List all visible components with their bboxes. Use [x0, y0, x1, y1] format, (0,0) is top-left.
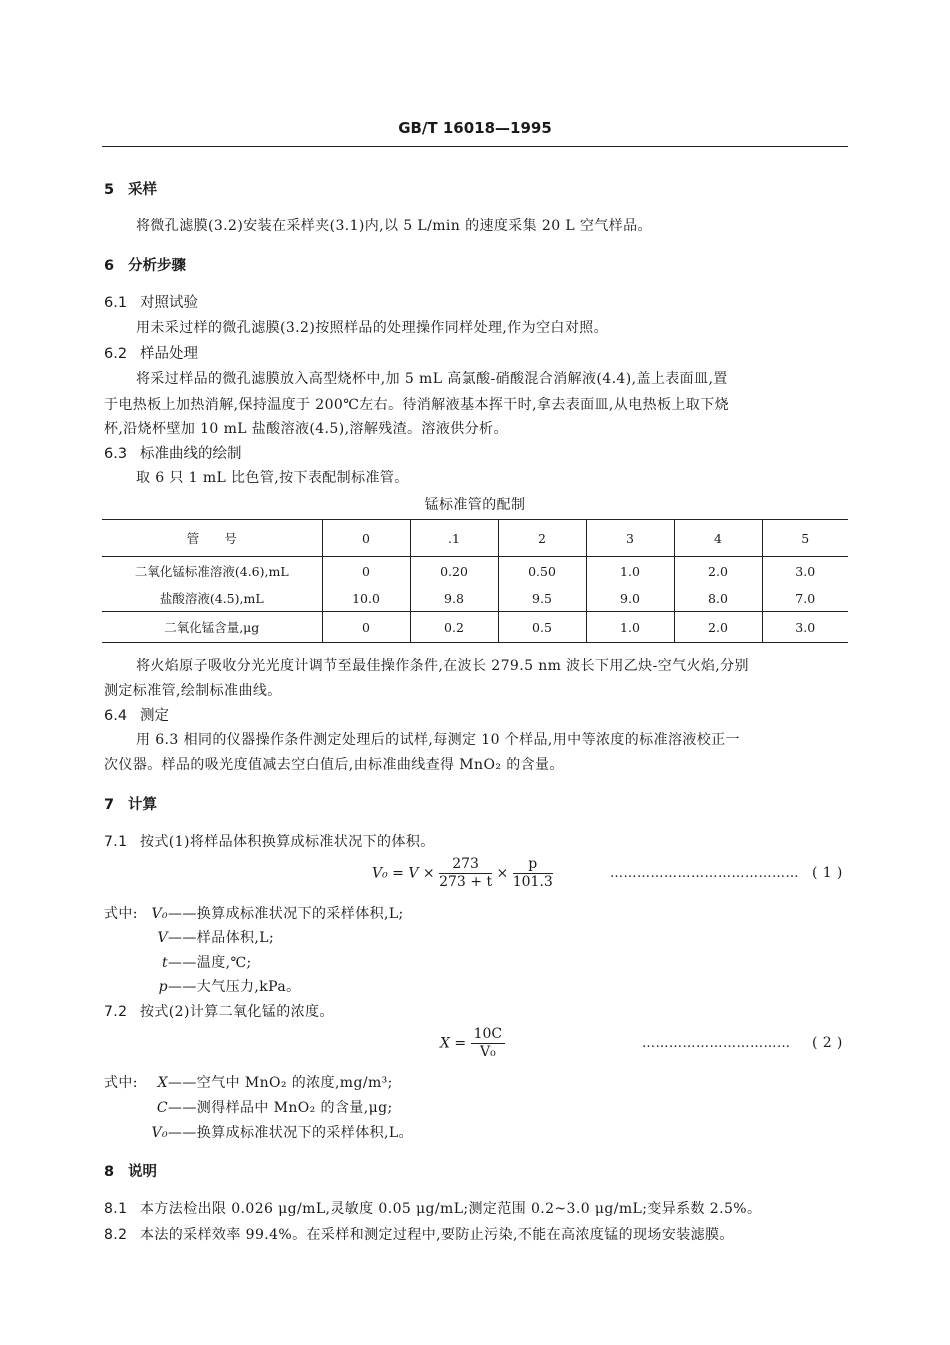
table-row: [102, 612, 848, 643]
subsection-7-2: [104, 1001, 334, 1021]
fraction-denominator: 273 + t: [439, 874, 493, 890]
note-text: 本法的采样效率 99.4%。在采样和测定过程中,要防止污染,不能在高浓度锰的现场安装滤膜。: [140, 1227, 734, 1243]
description: ——样品体积,L;: [168, 930, 275, 946]
symbol: p: [158, 979, 168, 995]
formula-number: ( 2 ): [812, 1035, 843, 1051]
note-text: 本方法检出限 0.026 μg/mL,灵敏度 0.05 μg/mL;测定范围 0.2~3.0 μg/mL;变异系数 2.5%。: [140, 1201, 762, 1217]
section-6-heading: [104, 254, 186, 275]
subsection-text: 按式(2)计算二氧化锰的浓度。: [140, 1004, 334, 1020]
section-title: 分析步骤: [128, 258, 186, 274]
subsection-text: 按式(1)将样品体积换算成标准状况下的体积。: [140, 834, 435, 850]
paragraph-line: 于电热板上加热消解,保持温度于 200℃左右。待消解液基本挥干时,拿去表面皿,从电热板上取下烧: [104, 397, 729, 413]
table-cell: 0: [322, 612, 410, 643]
where-item: [146, 1097, 393, 1117]
subsection-title: 对照试验: [140, 295, 198, 311]
section-title: 说明: [128, 1164, 157, 1180]
paragraph-line: 杯,沿烧杯壁加 10 mL 盐酸溶液(4.5),溶解残渣。溶液供分析。: [104, 421, 508, 437]
subsection-6-1-paragraph: 用未采过样的微孔滤膜(3.2)按照样品的处理操作同样处理,作为空白对照。: [136, 320, 609, 336]
symbol: V₀: [151, 906, 168, 922]
paragraph-line: 用 6.3 相同的仪器操作条件测定处理后的试样,每测定 10 个样品,用中等浓度的标准溶液校正一: [136, 732, 740, 748]
subsection-6-3-paragraph: 取 6 只 1 mL 比色管,按下表配制标准管。: [136, 470, 409, 486]
table-cell: 2.0: [674, 557, 762, 586]
section-number: 6: [104, 258, 115, 274]
table-header-row: [102, 520, 848, 557]
table-cell: 3.0: [762, 612, 848, 643]
header-rule: [102, 146, 848, 147]
section-8-heading: [104, 1160, 157, 1181]
subsection-7-1: [104, 831, 435, 851]
fraction-denominator: 101.3: [512, 874, 553, 890]
table-caption: 锰标准管的配制: [424, 497, 526, 513]
table-cell: 0.2: [410, 612, 498, 643]
fraction: [439, 856, 492, 891]
section-title: 采样: [128, 182, 157, 198]
fraction-numerator: p: [513, 856, 553, 874]
table-header-cell: 0: [322, 520, 410, 557]
where-item: [146, 976, 300, 996]
symbol: X: [157, 1075, 168, 1091]
table-cell: 0.5: [498, 612, 586, 643]
where-prefix: 式中:: [104, 1075, 138, 1091]
symbol: V: [157, 930, 168, 946]
formula-1: [372, 856, 553, 891]
section-5-heading: [104, 178, 157, 199]
symbol: t: [161, 955, 168, 971]
where-item: [146, 952, 252, 972]
section-number: 5: [104, 182, 115, 198]
table-header-cell: 管 号: [102, 520, 322, 557]
table-row: [102, 557, 848, 586]
description: ——换算成标准状况下的采样体积,L。: [168, 1125, 413, 1141]
table-cell: 0: [322, 557, 410, 586]
paragraph-line: 次仪器。样品的吸光度值减去空白值后,由标准曲线查得 MnO₂ 的含量。: [104, 757, 564, 773]
where-item: [146, 1122, 413, 1142]
table-row-label: 盐酸溶液(4.5),mL: [159, 591, 264, 606]
section-title: 计算: [128, 797, 157, 813]
where-item: [146, 903, 404, 923]
table-cell: 9.8: [410, 585, 498, 612]
subsection-6-4-heading: [104, 704, 169, 725]
description: ——测得样品中 MnO₂ 的含量,μg;: [168, 1100, 393, 1116]
subsection-title: 测定: [140, 708, 169, 724]
table-cell: 9.0: [586, 585, 674, 612]
formula-lhs: V₀ = V ×: [372, 865, 435, 882]
table-row-label: 二氧化锰标准溶液(4.6),mL: [134, 564, 289, 579]
subsection-number: 6.2: [104, 346, 128, 362]
subsection-number: 6.3: [104, 446, 128, 462]
table-cell: 10.0: [322, 585, 410, 612]
where-item: [146, 1072, 393, 1092]
symbol: C: [156, 1100, 168, 1116]
description: ——换算成标准状况下的采样体积,L;: [168, 906, 404, 922]
symbol: V₀: [151, 1125, 168, 1141]
table-cell: 9.5: [498, 585, 586, 612]
table-cell: 1.0: [586, 612, 674, 643]
subsection-6-1-heading: [104, 291, 198, 312]
table-cell: 7.0: [762, 585, 848, 612]
note-number: 8.1: [104, 1201, 128, 1217]
table-header-cell: .1: [410, 520, 498, 557]
table-cell: 8.0: [674, 585, 762, 612]
table-cell: 1.0: [586, 557, 674, 586]
paragraph-line: 测定标准管,绘制标准曲线。: [104, 683, 282, 699]
where-prefix: 式中:: [104, 906, 138, 922]
table-cell: 0.50: [498, 557, 586, 586]
fraction: [513, 856, 553, 891]
subsection-number: 6.1: [104, 295, 128, 311]
subsection-6-2-heading: [104, 342, 198, 363]
fraction-numerator: 273: [439, 856, 492, 874]
document-header: GB/T 16018—1995: [398, 119, 552, 137]
note-number: 8.2: [104, 1227, 128, 1243]
fraction-denominator: V₀: [480, 1044, 496, 1060]
table-header-cell: 5: [762, 520, 848, 557]
formula-2: [440, 1026, 505, 1061]
description: ——大气压力,kPa。: [168, 979, 301, 995]
description: ——空气中 MnO₂ 的浓度,mg/m³;: [168, 1075, 393, 1091]
table-cell: 3.0: [762, 557, 848, 586]
note-item: [104, 1198, 761, 1218]
section-5-paragraph: 将微孔滤膜(3.2)安装在采样夹(3.1)内,以 5 L/min 的速度采集 20 L 空气样品。: [136, 218, 652, 234]
subsection-6-3-heading: [104, 442, 242, 463]
subsection-number: 7.2: [104, 1004, 128, 1020]
formula-leader-dots: ……………………………………: [610, 866, 799, 881]
subsection-title: 样品处理: [140, 346, 198, 362]
section-number: 8: [104, 1164, 115, 1180]
note-item: [104, 1224, 734, 1244]
formula-lhs: X =: [440, 1035, 467, 1052]
subsection-title: 标准曲线的绘制: [140, 446, 242, 462]
table-cell: 2.0: [674, 612, 762, 643]
paragraph-line: 将火焰原子吸收分光光度计调节至最佳操作条件,在波长 279.5 nm 波长下用乙炔-空气火焰,分别: [136, 658, 749, 674]
description: ——温度,℃;: [168, 955, 252, 971]
table-cell: 0.20: [410, 557, 498, 586]
standard-tube-table: [102, 519, 848, 643]
section-number: 7: [104, 797, 115, 813]
formula-number: ( 1 ): [812, 865, 843, 881]
table-header-cell: 3: [586, 520, 674, 557]
fraction: [471, 1026, 506, 1061]
formula-leader-dots: ……………………………: [642, 1036, 791, 1051]
subsection-number: 7.1: [104, 834, 128, 850]
table-header-cell: 2: [498, 520, 586, 557]
table-header-cell: 4: [674, 520, 762, 557]
fraction-numerator: 10C: [471, 1026, 506, 1044]
section-7-heading: [104, 793, 157, 814]
paragraph-line: 将采过样品的微孔滤膜放入高型烧杯中,加 5 mL 高氯酸-硝酸混合消解液(4.4),盖上表面皿,置: [136, 371, 728, 387]
subsection-number: 6.4: [104, 708, 128, 724]
times-sign: ×: [496, 865, 509, 882]
where-item: [146, 927, 274, 947]
table-row: [102, 585, 848, 612]
table-row-label: 二氧化锰含量,μg: [102, 612, 322, 643]
